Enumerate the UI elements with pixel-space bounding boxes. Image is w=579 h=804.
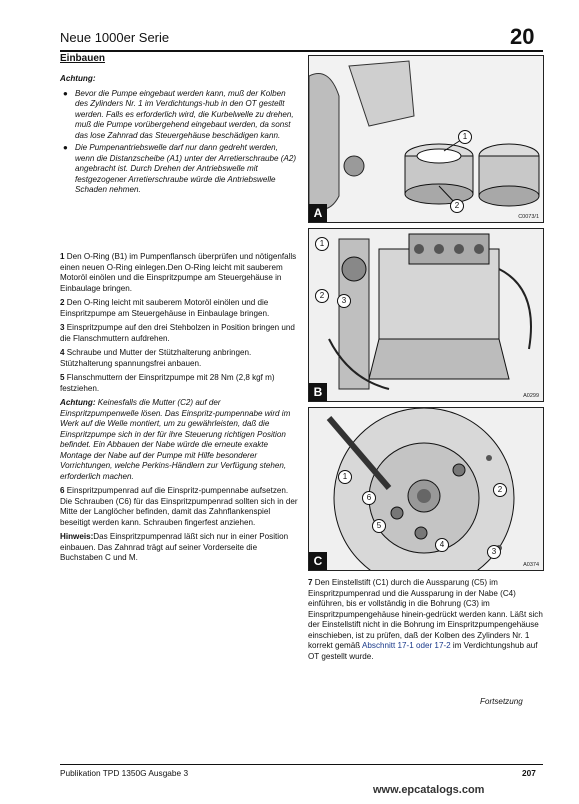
header-divider [60,50,543,52]
step-text: Den O-Ring (B1) im Pumpenflansch überprüfen und nötigenfalls einen neuen O-Ring einlegen.Den O-Ring leicht mit sauberem Motoröl einölen und die Einspritzpumpe am Steuergehäuse in Einbaulage bringen. [60,252,297,293]
callout-1: 1 [315,237,329,251]
steps-block [60,252,298,568]
step-number: 5 [60,373,65,382]
publication-info: Publikation TPD 1350G Ausgabe 3 [60,768,189,778]
bullet-dot-icon: ● [63,88,68,98]
figure-b-drawing [309,229,544,402]
step-number: 6 [60,486,65,495]
warning-heading: Achtung: [60,74,96,83]
warning-bullet-list [62,89,298,196]
watermark: www.epcatalogs.com [373,784,485,796]
callout-1: 1 [338,470,352,484]
section-link[interactable]: Abschnitt 17-1 oder 17-2 [362,641,451,650]
figure-letter: A [309,204,327,222]
step-7 [308,578,548,662]
step-number: 1 [60,252,65,261]
callout-2: 2 [315,289,329,303]
figure-letter: B [309,383,327,401]
bullet-dot-icon: ● [63,143,68,152]
step-text: Den O-Ring leicht mit sauberem Motoröl einölen und die Einspritzpumpe am Steuergehäuse in Einbaulage bringen. [60,298,270,318]
step-number: 2 [60,298,65,307]
warning-bullet-text: Die Pumpenantriebswelle darf nur dann gedreht werden, wenn die Distanzscheibe (A1) unter der Arretierschraube (A2) angebracht ist. Durch Drehen der Antriebswelle mit festgezogener Arretierschraube würde die Antriebswelle Schaden nehmen. [75,143,297,194]
step-2 [60,298,298,319]
callout-4: 4 [435,538,449,552]
left-column [60,74,298,198]
warning-heading: Achtung: [60,398,96,407]
warning-2 [60,398,298,482]
right-column [308,578,548,662]
figure-code: A0374 [523,562,539,568]
section-title: Einbauen [60,53,106,64]
chapter-number: 20 [510,24,535,49]
callout-2: 2 [493,483,507,497]
step-text: Den Einstellstift (C1) durch die Aussparung (C5) im Einspritzpumpenrad und die Aussparung in der Nabe (C4) einführen, bis er vollständig in die Bohrung (C3) im Einspritzpumpengehäuse hinein-gedrückt werden kann. Läßt sich der Einstellstift nicht in die Bohrung im Einspritzpumpengehäuse einschieben, ist zu prüfen, daß der Kolben des Zylinders Nr. 1 korrekt gemäß [308,578,543,650]
warning-bullet-text: Bevor die Pumpe eingebaut werden kann, muß der Kolben des Zylinders Nr. 1 im Verdichtungs-hub in den OT gestellt werden. Falls es erforderlich wird, die Kurbelwelle zu drehen, muß die Pumpe vorübergehend eingebaut werden, da sonst das lose Zahnrad das Steuergehäuse beschädigen kann. [75,88,294,140]
page-number: 207 [522,768,536,778]
figure-code: A0299 [523,393,539,399]
hint-label: Hinweis: [60,532,94,541]
warning-bullet [62,143,298,196]
figure-c-drawing [309,408,544,571]
step-6 [60,486,298,528]
step-1 [60,252,298,294]
callout-3: 3 [337,294,351,308]
warning-text: Keinesfalls die Mutter (C2) auf der Einspritzpumpenwelle lösen. Das Einspritz-pumpennabe wird im Werk auf die Welle montiert, um zu gewährleisten, daß die Einspritzpumpe sich in der für ihre Steuerung richtigen Position befindet. Ein Abbauen der Nabe würde die erneute exakte Montage der Nabe auf der Pumpe mit Hilfe besonderer Vorrichtungen, welche Perkins-Händlern zur Verfügung stehen, erforderlich machen. [60,398,291,481]
callout-6: 6 [362,491,376,505]
warning-bullet [62,89,298,142]
callout-2: 2 [450,199,464,213]
figure-c [308,407,544,571]
footer-divider [60,764,543,765]
hint [60,532,298,564]
callout-5: 5 [372,519,386,533]
step-4 [60,348,298,369]
step-5 [60,373,298,394]
step-text: Flanschmuttern der Einspritzpumpe mit 28 Nm (2,8 kgf m) festziehen. [60,373,275,393]
continued-label: Fortsetzung [480,697,523,706]
figure-b [308,228,544,402]
step-number: 7 [308,578,313,587]
callout-1: 1 [458,130,472,144]
step-text-tail: im Verdichtungshub auf OT gestellt wurde. [308,641,538,661]
step-3 [60,323,298,344]
step-number: 4 [60,348,65,357]
figure-code: C0073/1 [518,214,539,220]
figure-a-drawing [309,56,544,223]
hint-text: Das Einspritzpumpenrad läßt sich nur in einer Position einbauen. Das Zahnrad trägt auf seiner Vorderseite die Buchstaben C und M. [60,532,289,562]
callout-3: 3 [487,545,501,559]
step-text: Einspritzpumpenrad auf die Einspritz-pumpennabe aufsetzen. Die Schrauben (C6) für das Einspritzpumpenrad sollten sich in der Mitte der Langlöcher befinden, damit das Zahnflankenspiel beseitigt werden kann. Schrauben fingerfest anziehen. [60,486,298,527]
step-text: Schraube und Mutter der Stützhalterung anbringen. Stützhalterung spannungsfrei anbauen. [60,348,252,368]
figure-a [308,55,544,223]
figure-letter: C [309,552,327,570]
step-number: 3 [60,323,65,332]
step-text: Einspritzpumpe auf den drei Stehbolzen in Position bringen und die Flanschmuttern aufdrehen. [60,323,295,343]
series-title: Neue 1000er Serie [60,30,170,45]
